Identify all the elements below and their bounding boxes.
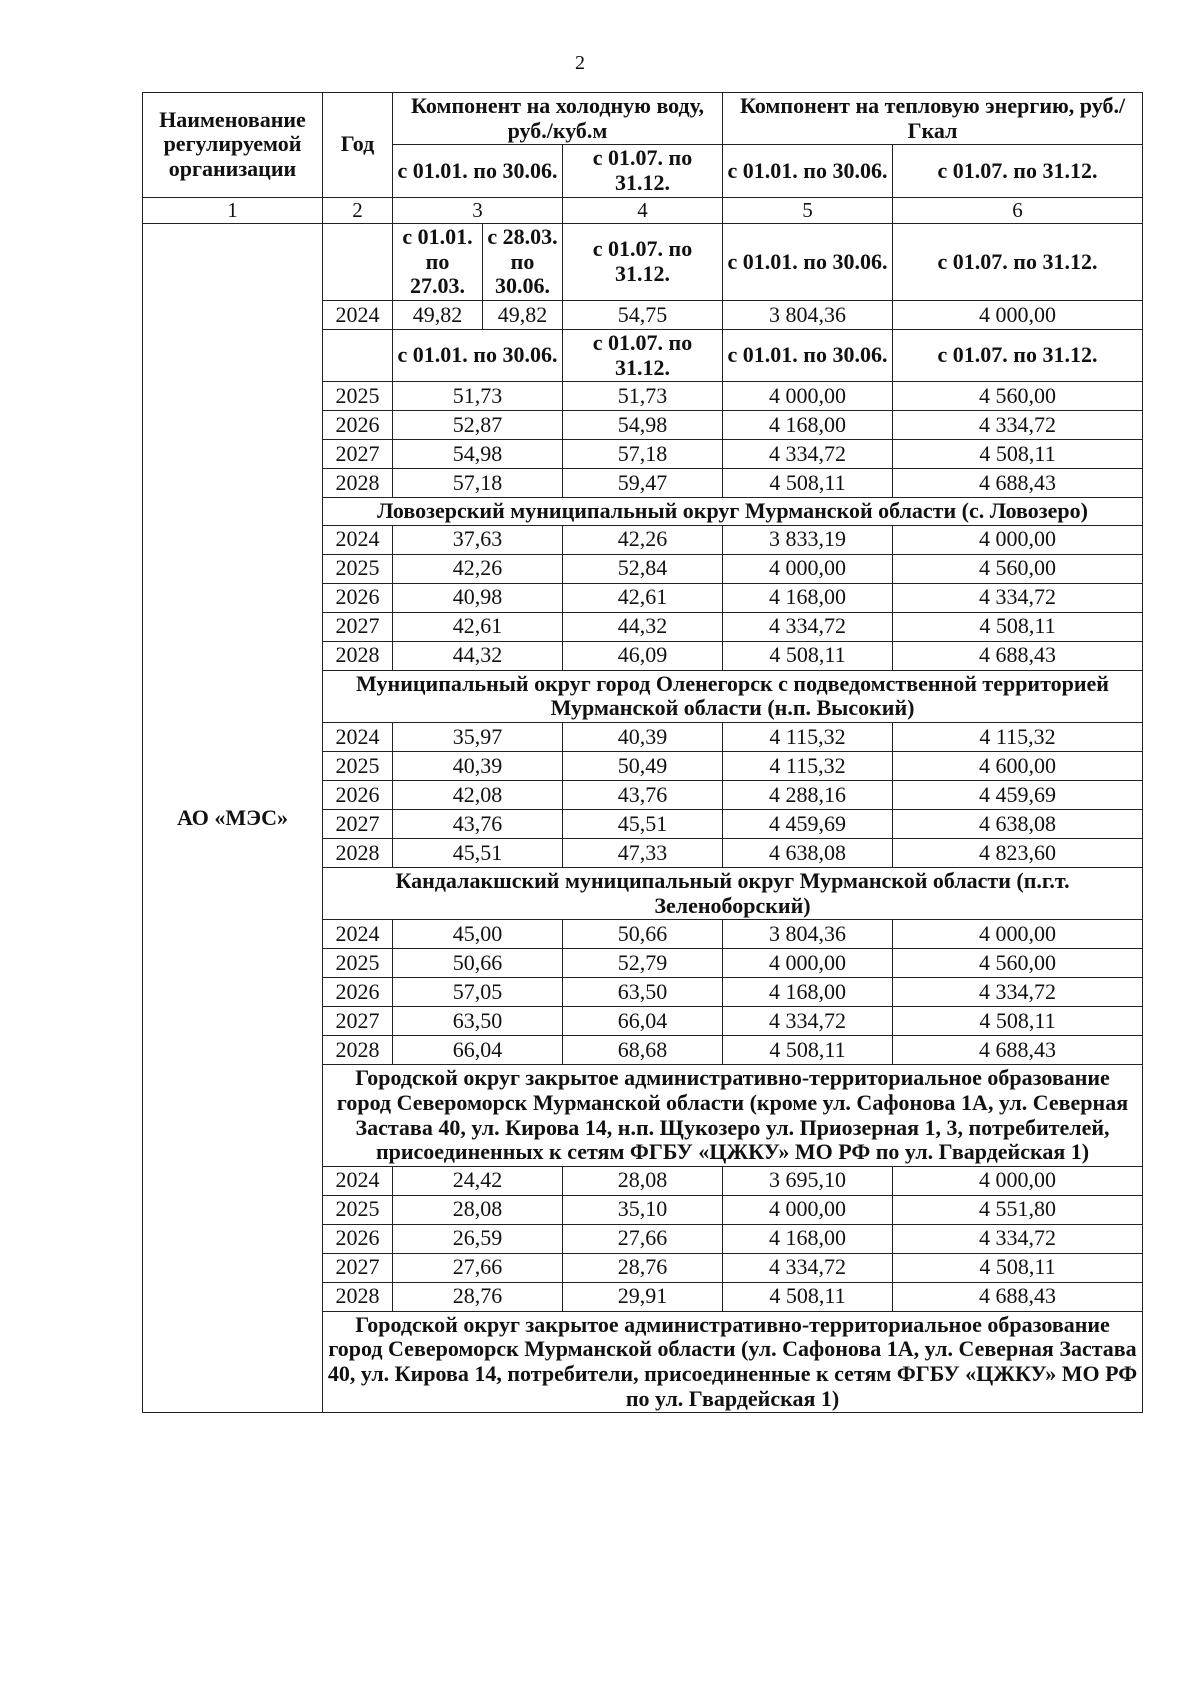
section-title: Кандалакшский муниципальный округ Мурманской области (п.г.т. Зеленоборский) [323,868,1143,920]
value-cell: 51,73 [393,382,563,411]
value-cell: 4 560,00 [893,949,1143,978]
value-cell: 4 000,00 [893,525,1143,554]
year-cell: 2024 [323,723,393,752]
value-cell: 4 508,11 [723,469,893,498]
year-cell: 2027 [323,810,393,839]
year-cell: 2027 [323,440,393,469]
header-year: Год [323,93,393,198]
sub-period-header: с 01.01. по 30.06. [393,329,563,381]
sub-period-header: с 01.07. по 31.12. [563,224,723,301]
value-cell: 4 638,08 [723,839,893,868]
value-cell: 4 508,11 [723,1036,893,1065]
year-cell: 2024 [323,525,393,554]
value-cell: 43,76 [563,781,723,810]
value-cell: 4 000,00 [893,1166,1143,1195]
sub-period-header: с 01.07. по 31.12. [563,329,723,381]
value-cell: 43,76 [393,810,563,839]
value-cell: 4 334,72 [893,583,1143,612]
value-cell: 28,76 [563,1253,723,1282]
value-cell: 4 334,72 [723,1007,893,1036]
value-cell: 4 688,43 [893,469,1143,498]
year-cell: 2026 [323,1224,393,1253]
value-cell: 68,68 [563,1036,723,1065]
value-cell: 45,51 [563,810,723,839]
value-cell: 4 000,00 [893,300,1143,329]
value-cell: 4 334,72 [893,411,1143,440]
value-cell: 4 508,11 [893,440,1143,469]
value-cell: 28,08 [393,1195,563,1224]
value-cell: 26,59 [393,1224,563,1253]
year-cell: 2028 [323,1282,393,1311]
year-cell: 2025 [323,752,393,781]
year-cell: 2025 [323,949,393,978]
value-cell: 52,79 [563,949,723,978]
year-cell: 2024 [323,300,393,329]
value-cell: 4 508,11 [893,1007,1143,1036]
year-cell: 2025 [323,1195,393,1224]
year-cell: 2028 [323,641,393,670]
sub-period-header: с 28.03. по 30.06. [483,224,563,301]
header-heat-energy: Компонент на тепловую энергию, руб./Гкал [723,93,1143,145]
organization-name: АО «МЭС» [143,224,323,1413]
value-cell: 50,66 [393,949,563,978]
section-title: Муниципальный округ город Оленегорск с подведомственной территорией Мурманской области (н.п. Высокий) [323,670,1143,722]
value-cell: 59,47 [563,469,723,498]
value-cell: 28,76 [393,1282,563,1311]
value-cell: 4 000,00 [723,949,893,978]
value-cell: 54,75 [563,300,723,329]
value-cell: 4 000,00 [893,920,1143,949]
value-cell: 4 459,69 [893,781,1143,810]
value-cell: 4 688,43 [893,1282,1143,1311]
section-title: Городской округ закрытое административно-территориальное образование город Североморск Мурманской области (кроме ул. Сафонова 1А, ул. Северная Застава 40, ул. Кирова 14, н.п. Щукозеро ул. Приозерная 1, 3, потребителей, присоединенных к сетям ФГБУ «ЦЖКУ» МО РФ по ул. Гвардейская 1) [323,1065,1143,1167]
value-cell: 44,32 [393,641,563,670]
value-cell: 51,73 [563,382,723,411]
year-cell: 2024 [323,1166,393,1195]
value-cell: 57,18 [563,440,723,469]
value-cell: 4 000,00 [723,1195,893,1224]
value-cell: 4 000,00 [723,382,893,411]
value-cell: 4 508,11 [893,1253,1143,1282]
value-cell: 4 168,00 [723,583,893,612]
value-cell: 3 695,10 [723,1166,893,1195]
value-cell: 4 168,00 [723,1224,893,1253]
value-cell: 49,82 [483,300,563,329]
value-cell: 4 115,32 [723,723,893,752]
value-cell: 52,84 [563,554,723,583]
value-cell: 54,98 [563,411,723,440]
sub-period-header: с 01.01. по 30.06. [723,329,893,381]
year-cell: 2026 [323,411,393,440]
value-cell: 37,63 [393,525,563,554]
tariff-table [142,92,1143,1413]
year-cell: 2026 [323,583,393,612]
header-cold-water: Компонент на холодную воду, руб./куб.м [393,93,723,145]
value-cell: 46,09 [563,641,723,670]
value-cell: 4 334,72 [893,1224,1143,1253]
section-title: Городской округ закрытое административно-территориальное образование город Североморск Мурманской области (ул. Сафонова 1А, ул. Северная Застава 40, ул. Кирова 14, потребители, присоединенные к сетям ФГБУ «ЦЖКУ» МО РФ по ул. Гвардейская 1) [323,1311,1143,1413]
year-cell: 2028 [323,839,393,868]
value-cell: 4 168,00 [723,411,893,440]
value-cell: 4 551,80 [893,1195,1143,1224]
value-cell: 47,33 [563,839,723,868]
value-cell: 4 638,08 [893,810,1143,839]
value-cell: 63,50 [563,978,723,1007]
value-cell: 42,08 [393,781,563,810]
value-cell: 57,05 [393,978,563,1007]
value-cell: 40,39 [393,752,563,781]
value-cell: 4 334,72 [723,1253,893,1282]
value-cell: 4 334,72 [893,978,1143,1007]
value-cell: 29,91 [563,1282,723,1311]
year-cell: 2024 [323,920,393,949]
column-number: 1 [143,197,323,224]
year-cell: 2028 [323,469,393,498]
value-cell: 35,10 [563,1195,723,1224]
value-cell: 4 334,72 [723,612,893,641]
value-cell: 4 459,69 [723,810,893,839]
value-cell: 4 000,00 [723,554,893,583]
value-cell: 63,50 [393,1007,563,1036]
value-cell: 4 508,11 [893,612,1143,641]
value-cell: 4 688,43 [893,1036,1143,1065]
value-cell: 66,04 [393,1036,563,1065]
value-cell: 4 688,43 [893,641,1143,670]
column-number: 4 [563,197,723,224]
value-cell: 42,26 [563,525,723,554]
value-cell: 50,49 [563,752,723,781]
value-cell: 3 833,19 [723,525,893,554]
empty-cell [323,224,393,301]
value-cell: 27,66 [563,1224,723,1253]
sub-period-header: с 01.01. по 30.06. [723,224,893,301]
column-number: 6 [893,197,1143,224]
year-cell: 2025 [323,554,393,583]
year-cell: 2025 [323,382,393,411]
value-cell: 42,26 [393,554,563,583]
value-cell: 45,51 [393,839,563,868]
value-cell: 50,66 [563,920,723,949]
year-cell: 2026 [323,781,393,810]
value-cell: 49,82 [393,300,483,329]
page-number: 2 [575,52,585,74]
value-cell: 40,98 [393,583,563,612]
value-cell: 3 804,36 [723,300,893,329]
value-cell: 42,61 [563,583,723,612]
column-number: 3 [393,197,563,224]
header-org-name: Наименование регулируемой организации [143,93,323,198]
value-cell: 4 600,00 [893,752,1143,781]
column-number-row [143,197,1143,224]
year-cell: 2027 [323,612,393,641]
sub-period-header: с 01.01. по 27.03. [393,224,483,301]
value-cell: 42,61 [393,612,563,641]
split-period-header-row [143,224,1143,301]
section-title: Ловозерский муниципальный округ Мурманской области (с. Ловозеро) [323,498,1143,526]
column-number: 2 [323,197,393,224]
year-cell: 2027 [323,1007,393,1036]
value-cell: 3 804,36 [723,920,893,949]
value-cell: 4 115,32 [723,752,893,781]
value-cell: 4 560,00 [893,382,1143,411]
year-cell: 2027 [323,1253,393,1282]
value-cell: 4 115,32 [893,723,1143,752]
value-cell: 57,18 [393,469,563,498]
value-cell: 52,87 [393,411,563,440]
value-cell: 4 508,11 [723,641,893,670]
header-period-4: с 01.07. по 31.12. [893,145,1143,197]
value-cell: 40,39 [563,723,723,752]
value-cell: 35,97 [393,723,563,752]
value-cell: 4 334,72 [723,440,893,469]
value-cell: 4 823,60 [893,839,1143,868]
value-cell: 4 560,00 [893,554,1143,583]
value-cell: 4 288,16 [723,781,893,810]
header-period-1: с 01.01. по 30.06. [393,145,563,197]
sub-period-header: с 01.07. по 31.12. [893,329,1143,381]
value-cell: 66,04 [563,1007,723,1036]
column-number: 5 [723,197,893,224]
value-cell: 54,98 [393,440,563,469]
empty-cell [323,329,393,381]
value-cell: 45,00 [393,920,563,949]
year-cell: 2028 [323,1036,393,1065]
header-period-2: с 01.07. по 31.12. [563,145,723,197]
header-row-1 [143,93,1143,145]
header-period-3: с 01.01. по 30.06. [723,145,893,197]
value-cell: 27,66 [393,1253,563,1282]
year-cell: 2026 [323,978,393,1007]
value-cell: 44,32 [563,612,723,641]
sub-period-header: с 01.07. по 31.12. [893,224,1143,301]
value-cell: 28,08 [563,1166,723,1195]
value-cell: 4 168,00 [723,978,893,1007]
value-cell: 4 508,11 [723,1282,893,1311]
value-cell: 24,42 [393,1166,563,1195]
